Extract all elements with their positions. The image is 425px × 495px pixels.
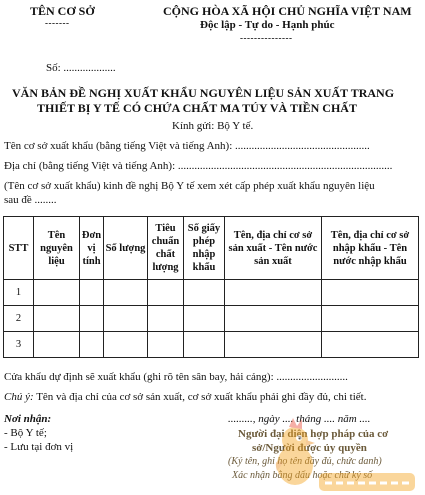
column-header-manufacturer: Tên, địa chỉ cơ sở sản xuất - Tên nước sản xuất	[225, 217, 322, 280]
column-header-import-license: Số giấy phép nhập khẩu	[184, 217, 225, 280]
table-cell	[148, 332, 184, 358]
table-cell: 3	[4, 332, 34, 358]
table-cell	[148, 280, 184, 306]
column-header-quality-standard: Tiêu chuẩn chất lượng	[148, 217, 184, 280]
table-cell	[34, 306, 80, 332]
column-header-stt: STT	[4, 217, 34, 280]
table-cell	[104, 280, 148, 306]
document-number: Số: ...................	[46, 62, 116, 74]
column-header-importer: Tên, địa chỉ cơ sở nhập khẩu - Tên nước nhập khẩu	[322, 217, 419, 280]
table-cell	[104, 306, 148, 332]
materials-table	[3, 216, 419, 358]
table-cell: 2	[4, 306, 34, 332]
document-title-line1: VĂN BẢN ĐỀ NGHỊ XUẤT KHẨU NGUYÊN LIỆU SẢN XUẤT TRANG	[12, 86, 395, 100]
signer-instruction-line1: (Ký tên, ghi họ tên đầy đủ, chức danh)	[228, 456, 382, 467]
table-cell	[184, 332, 225, 358]
recipient-item: - Bộ Y tế;	[4, 427, 47, 439]
recipient-line: Kính gửi: Bộ Y tế.	[172, 120, 254, 132]
organization-underline: -------	[45, 18, 70, 28]
table-row	[4, 280, 419, 306]
table-row	[4, 332, 419, 358]
table-cell: 1	[4, 280, 34, 306]
address-field: Địa chỉ (bằng tiếng Việt và tiếng Anh): ..............................................................................	[4, 160, 393, 172]
table-cell	[184, 280, 225, 306]
table-cell	[34, 280, 80, 306]
table-cell	[34, 332, 80, 358]
request-text-line1: (Tên cơ sở xuất khẩu) kinh đề nghị Bộ Y tế xem xét cấp phép xuất khẩu nguyên liệu	[4, 180, 375, 192]
table-cell	[225, 280, 322, 306]
export-port-field: Cửa khẩu dự định sẽ xuất khẩu (ghi rõ tên sân bay, hải cảng): ..........................	[4, 371, 348, 383]
note-label: Chú ý:	[4, 391, 34, 403]
table-cell	[148, 306, 184, 332]
recipients-label: Nơi nhận:	[4, 413, 52, 425]
motto-underline: ---------------	[240, 33, 293, 43]
signer-title-line1: Người đại diện hợp pháp của cơ	[238, 428, 389, 440]
column-header-material-name: Tên nguyên liệu	[34, 217, 80, 280]
signer-instruction-line2: Xác nhận bằng dấu hoặc chữ ký số	[232, 470, 373, 481]
table-cell	[225, 306, 322, 332]
date-line: ........., ngày .... tháng .... năm ....	[228, 413, 371, 425]
table-cell	[322, 332, 419, 358]
national-motto: Độc lập - Tự do - Hạnh phúc	[200, 19, 335, 31]
exporter-name-field: Tên cơ sở xuất khẩu (bằng tiếng Việt và tiếng Anh): .................................................	[4, 140, 370, 152]
table-cell	[80, 306, 104, 332]
column-header-unit: Đơn vị tính	[80, 217, 104, 280]
table-cell	[80, 280, 104, 306]
organization-name: TÊN CƠ SỞ	[30, 4, 95, 18]
table-cell	[322, 306, 419, 332]
note-text: Tên và địa chỉ của cơ sở sản xuất, cơ sở xuất khẩu phải ghi đầy đủ, chi tiết.	[36, 391, 367, 403]
table-cell	[184, 306, 225, 332]
note-line	[4, 391, 366, 403]
table-row	[4, 306, 419, 332]
national-title: CỘNG HÒA XÃ HỘI CHỦ NGHĨA VIỆT NAM	[163, 4, 412, 18]
signer-title-line2: sở/Người được ủy quyền	[252, 442, 367, 454]
request-text-line2: sau đề ........	[4, 194, 57, 206]
table-header-row	[4, 217, 419, 280]
table-cell	[80, 332, 104, 358]
table-cell	[225, 332, 322, 358]
document-title-line2: THIẾT BỊ Y TẾ CÓ CHỨA CHẤT MA TÚY VÀ TIỀN CHẤT	[37, 101, 357, 115]
recipient-item: - Lưu tại đơn vị	[4, 441, 74, 453]
column-header-quantity: Số lượng	[104, 217, 148, 280]
table-cell	[104, 332, 148, 358]
table-cell	[322, 280, 419, 306]
